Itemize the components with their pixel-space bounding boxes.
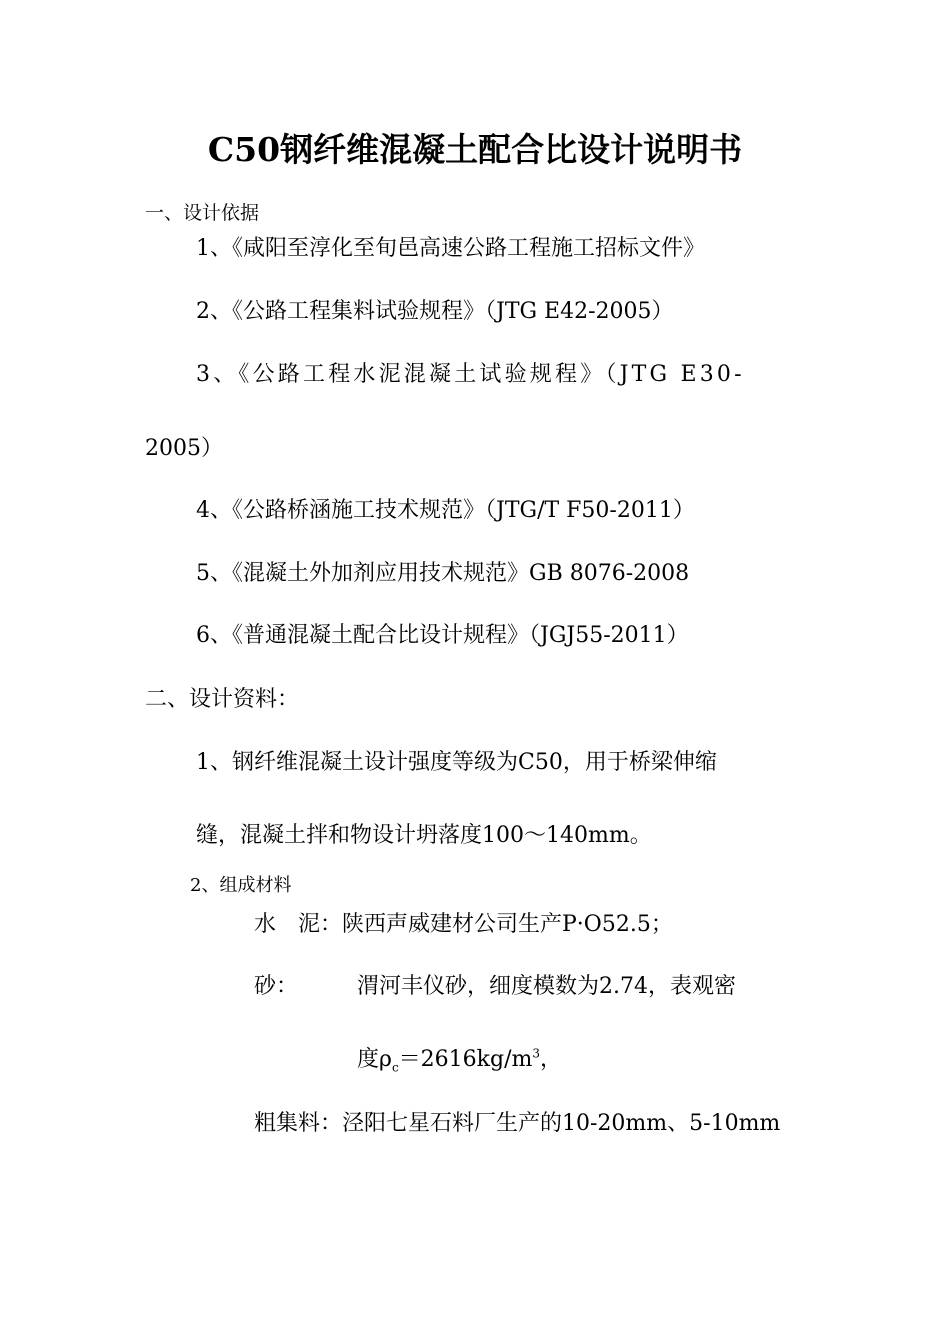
coarse-aggregate-line: 粗集料：泾阳七星石料厂生产的10-20mm、5-10mm [254,1111,781,1136]
sand-density-superscript: 3 [532,1046,540,1061]
basis-item-5: 5、《混凝土外加剂应用技术规范》GB 8076-2008 [196,561,690,586]
basis-item-2: 2、《公路工程集料试验规程》（JTG E42-2005） [196,299,674,324]
sand-label: 砂： [254,974,299,999]
sand-line2 [357,1047,562,1073]
design-data-para-line1: 1、钢纤维混凝土设计强度等级为C50，用于桥梁伸缩 [196,750,717,775]
basis-item-3-continued: 2005） [145,436,223,461]
section1-heading: 一、设计依据 [145,202,260,224]
basis-item-6: 6、《普通混凝土配合比设计规程》（JGJ55-2011） [196,623,689,648]
design-data-para-line2: 缝，混凝土拌和物设计坍落度100～140mm。 [196,823,652,848]
section2-heading: 二、设计资料： [145,687,300,712]
sand-line1: 渭河丰仪砂，细度模数为2.74，表观密 [357,974,736,999]
sand-density-suffix: ， [540,1047,563,1072]
basis-item-3: 3、《公路工程水泥混凝土试验规程》（JTG E30- [196,362,745,387]
sand-density-prefix: 度ρ [357,1047,392,1072]
basis-item-1: 1、《咸阳至淳化至旬邑高速公路工程施工招标文件》 [196,236,705,261]
sand-density-value: ＝2616kg/m [398,1047,533,1072]
basis-item-4: 4、《公路桥涵施工技术规范》（JTG/T F50-2011） [196,498,695,523]
cement-line: 水 泥：陕西声威建材公司生产P·O52.5； [254,912,673,937]
sand-density-subscript: c [391,1060,399,1075]
materials-heading: 2、组成材料 [190,875,292,896]
document-title: C50钢纤维混凝土配合比设计说明书 [207,130,743,169]
